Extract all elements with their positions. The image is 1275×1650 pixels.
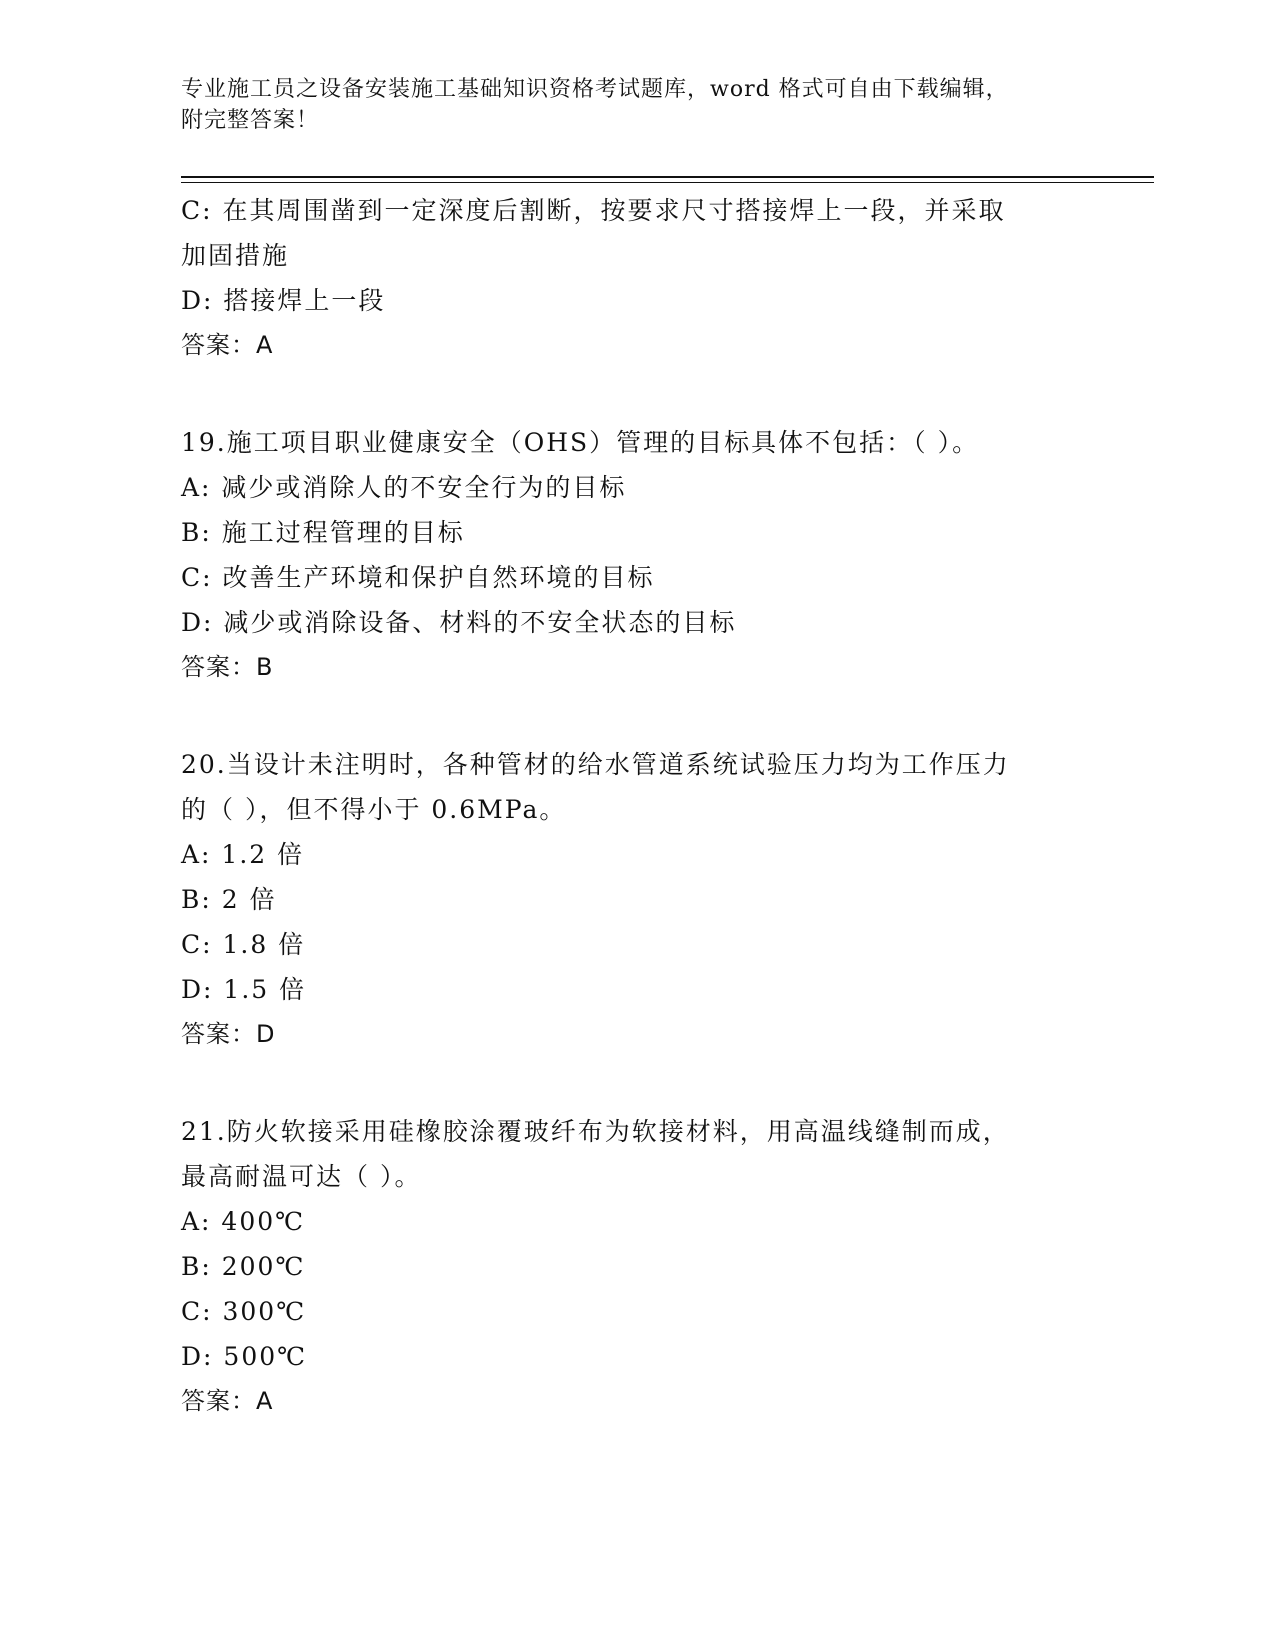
answer-label: 答案：A <box>181 331 274 359</box>
option-c-continued: 加固措施 <box>181 241 290 270</box>
option-d: D: 1.5 倍 <box>181 975 307 1004</box>
option-a: A: 减少或消除人的不安全行为的目标 <box>181 473 627 502</box>
question-text: 20.当设计未注明时，各种管材的给水管道系统试验压力均为工作压力 <box>181 750 1010 779</box>
spacer <box>181 1057 1081 1109</box>
header-divider-thin <box>181 182 1154 183</box>
question-block-19 <box>181 420 1081 690</box>
question-text-continued: 最高耐温可达（ ）。 <box>181 1162 422 1191</box>
question-text-continued: 的（ ），但不得小于 0.6MPa。 <box>181 795 567 824</box>
question-text: 21.防火软接采用硅橡胶涂覆玻纤布为软接材料，用高温线缝制而成， <box>181 1117 1010 1146</box>
option-b: B: 2 倍 <box>181 885 277 914</box>
option-b: B: 200℃ <box>181 1252 306 1281</box>
option-c: C: 在其周围凿到一定深度后割断，按要求尺寸搭接焊上一段，并采取 <box>181 196 1006 225</box>
answer-label: 答案：B <box>181 653 274 681</box>
header-divider-thick <box>181 176 1154 178</box>
option-b: B: 施工过程管理的目标 <box>181 518 465 547</box>
spacer <box>181 690 1081 742</box>
option-d: D: 500℃ <box>181 1342 308 1371</box>
question-block-20 <box>181 742 1081 1057</box>
option-d: D: 搭接焊上一段 <box>181 286 386 315</box>
option-c: C: 300℃ <box>181 1297 307 1326</box>
option-d: D: 减少或消除设备、材料的不安全状态的目标 <box>181 608 737 637</box>
question-block-21 <box>181 1109 1081 1424</box>
document-header <box>181 74 1081 136</box>
question-text: 19.施工项目职业健康安全（OHS）管理的目标具体不包括：（ ）。 <box>181 428 980 457</box>
header-line-2: 附完整答案！ <box>181 108 320 133</box>
option-a: A: 1.2 倍 <box>181 840 305 869</box>
answer-label: 答案：D <box>181 1020 276 1048</box>
answer-label: 答案：A <box>181 1387 274 1415</box>
option-c: C: 1.8 倍 <box>181 930 306 959</box>
option-c: C: 改善生产环境和保护自然环境的目标 <box>181 563 655 592</box>
question-block-18-continued <box>181 188 1081 368</box>
question-list <box>181 188 1081 1424</box>
spacer <box>181 368 1081 420</box>
header-line-1: 专业施工员之设备安装施工基础知识资格考试题库，word 格式可自由下载编辑， <box>181 77 1009 102</box>
option-a: A: 400℃ <box>181 1207 306 1236</box>
